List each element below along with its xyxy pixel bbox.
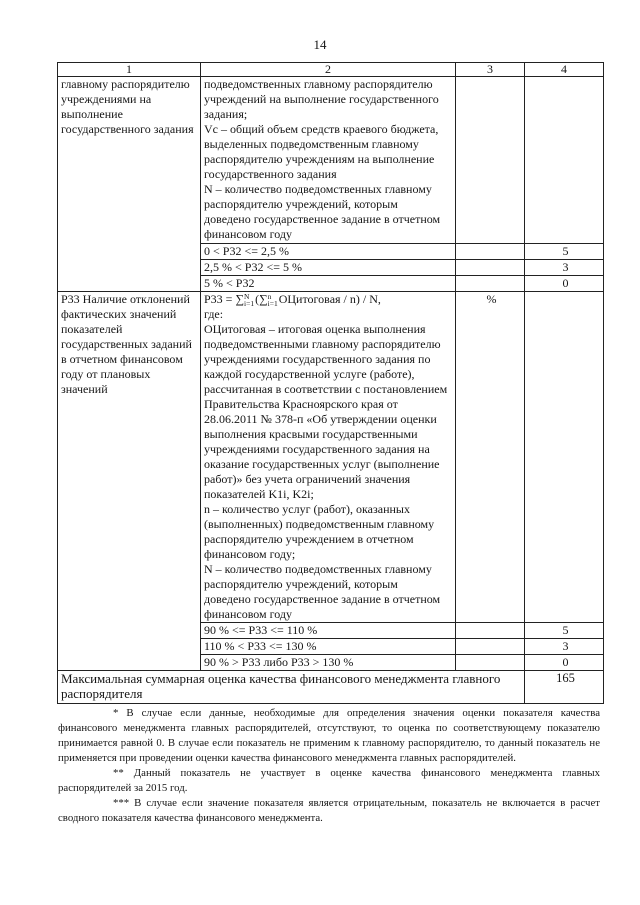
text-line: задания; — [204, 107, 248, 121]
text-line: распорядителя — [61, 686, 143, 702]
table-row — [58, 292, 604, 623]
text-line: выделенных подведомственным главному — [204, 137, 419, 151]
formula-cell — [201, 77, 456, 244]
footnote: *** В случае если значение показателя является отрицательным, показатель не включается в расчет сводного показателя качества финансового менеджмента. — [58, 797, 600, 824]
text-line: показателей K1i, K2i; — [204, 487, 314, 502]
text-line: N – количество подведомственных главному — [204, 182, 432, 196]
table-row — [58, 77, 604, 244]
table-header-row — [58, 63, 604, 77]
text-line: где: — [204, 307, 224, 322]
formula-cell — [201, 292, 456, 623]
text-line: рассчитанная в соответствии с постановлением — [204, 382, 448, 397]
text-line: доведено государственное задание в отчетном — [204, 592, 441, 607]
formula-description — [204, 77, 455, 242]
score-cell: 0 — [525, 276, 604, 292]
indicator-name — [61, 77, 200, 137]
score-cell — [525, 77, 604, 244]
sum-limits — [244, 293, 254, 307]
criteria-table — [57, 62, 604, 704]
unit-cell — [456, 655, 525, 671]
text-line: (выполненных) подведомственным главному — [204, 517, 435, 532]
text-line: распорядителю учреждений, которым — [204, 197, 398, 211]
text-line: государственного задания — [61, 122, 194, 136]
unit-cell — [456, 260, 525, 276]
text-line: главному распорядителю — [61, 77, 190, 91]
text-line: финансовом году — [204, 607, 293, 622]
score-cell: 3 — [525, 260, 604, 276]
text-line: государственных заданий — [61, 337, 192, 351]
sum-lower-limit: i=1 — [244, 299, 255, 309]
total-value: 165 — [525, 671, 604, 704]
text-line: году от плановых — [61, 367, 151, 381]
sum-lower-limit: i=1 — [267, 299, 278, 309]
score-cell: 0 — [525, 655, 604, 671]
total-label-cell — [58, 671, 525, 704]
text-line: 28.06.2011 № 378-п «Об утверждении оценки — [204, 412, 437, 427]
page-number: 14 — [313, 37, 327, 52]
text-line: учреждениями государственного задания по — [204, 352, 431, 367]
unit-cell: % — [456, 292, 525, 623]
text-line: Максимальная суммарная оценка качества финансового менеджмента главного — [61, 671, 501, 687]
text-line: подведомственными главному распорядителю — [204, 337, 441, 352]
sum-upper-limit: n — [267, 292, 272, 302]
text-line: N – количество подведомственных главному — [204, 562, 432, 577]
formula-description — [204, 307, 455, 622]
unit-cell — [456, 639, 525, 655]
formula-lhs: Р33 = ∑ — [204, 292, 244, 306]
unit-cell — [456, 77, 525, 244]
text-line: Правительства Красноярского края от — [204, 397, 398, 412]
text-line: государственного задания — [204, 167, 337, 181]
text-line: в отчетном финансовом — [61, 352, 183, 366]
text-line: финансовом году — [204, 227, 293, 241]
unit-cell — [456, 623, 525, 639]
total-label — [61, 671, 524, 701]
column-header: 4 — [525, 63, 604, 77]
indicator-name-cell — [58, 77, 201, 292]
score-cell: 3 — [525, 639, 604, 655]
text-line: каждой государственной услуге (работе), — [204, 367, 415, 382]
column-header: 1 — [58, 63, 201, 77]
condition-cell: 110 % < Р33 <= 130 % — [201, 639, 456, 655]
footnote: ** Данный показатель не участвует в оценке качества финансового менеджмента главных распорядителей за 2015 год. — [58, 767, 600, 794]
indicator-name-cell — [58, 292, 201, 671]
total-row — [58, 671, 604, 704]
condition-cell: 5 % < Р32 — [201, 276, 456, 292]
text-line: подведомственных главному распорядителю — [204, 77, 433, 91]
text-line: n – количество услуг (работ), оказанных — [204, 502, 410, 517]
text-line: значений — [61, 382, 108, 396]
formula-mid: (∑ — [255, 292, 268, 306]
text-line: выполнения красвыми государственными — [204, 427, 418, 442]
condition-cell: 0 < Р32 <= 2,5 % — [201, 244, 456, 260]
formula-line — [204, 292, 455, 307]
text-line: Vc – общий объем средств краевого бюджета, — [204, 122, 439, 136]
condition-cell: 90 % <= Р33 <= 110 % — [201, 623, 456, 639]
text-line: учреждениями на — [61, 92, 152, 106]
column-header: 2 — [201, 63, 456, 77]
text-line: фактических значений — [61, 307, 177, 321]
text-line: доведено государственное задание в отчетном — [204, 212, 441, 226]
text-line: распорядителю учреждениям на выполнение — [204, 152, 435, 166]
condition-cell: 2,5 % < Р32 <= 5 % — [201, 260, 456, 276]
text-line: работ)» без учета ограничений значения — [204, 472, 411, 487]
score-cell: 5 — [525, 623, 604, 639]
text-line: Р33 Наличие отклонений — [61, 292, 190, 306]
text-line: распорядителю учреждением в отчетном — [204, 532, 414, 547]
text-line: финансовом году; — [204, 547, 296, 562]
text-line: показателей — [61, 322, 123, 336]
column-header: 3 — [456, 63, 525, 77]
sum-limits — [268, 293, 278, 307]
sum-upper-limit: N — [244, 292, 250, 302]
formula-rhs: ОЦитоговая / n) / N, — [278, 292, 381, 306]
text-line: распорядителю учреждений, которым — [204, 577, 398, 592]
condition-cell: 90 % > Р33 либо Р33 > 130 % — [201, 655, 456, 671]
text-line: оказание государственных услуг (выполнение — [204, 457, 440, 472]
text-line: учреждениями государственного задания на — [204, 442, 430, 457]
unit-cell — [456, 244, 525, 260]
text-line: выполнение — [61, 107, 123, 121]
score-cell — [525, 292, 604, 623]
indicator-name — [61, 292, 200, 397]
footnote: * В случае если данные, необходимые для определения значения оценки показателя качества финансового менеджмента главных распорядителей, отсутствуют, то оценка по соответствующему показателю принимается равной 0. В случае если показатель не применим к главному распорядителю, то данный показатель не применяется при проведении оценки качества финансового менеджмента главных распорядителей. — [58, 707, 600, 764]
text-line: учреждений на выполнение государственного — [204, 92, 439, 106]
unit-cell — [456, 276, 525, 292]
score-cell: 5 — [525, 244, 604, 260]
text-line: ОЦитоговая – итоговая оценка выполнения — [204, 322, 426, 337]
footnotes — [58, 706, 600, 826]
